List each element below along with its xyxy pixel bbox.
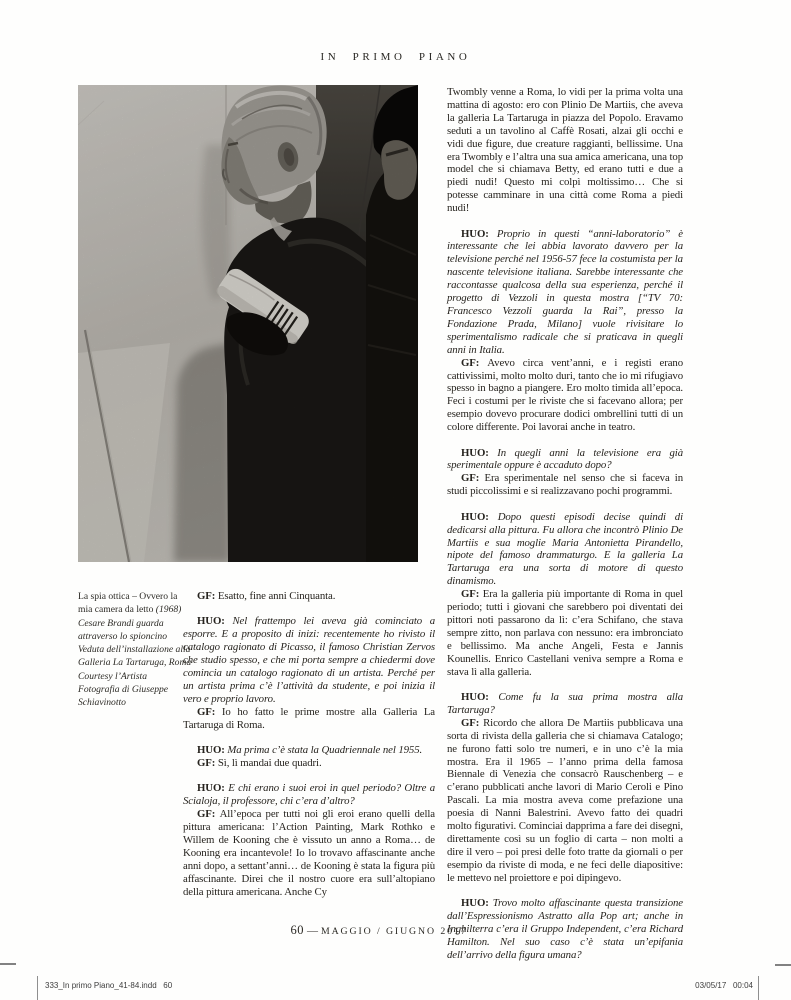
interview-paragraph: HUO: Proprio in questi “anni-laboratorio” è interessante che lei abbia lavorato davvero per la televisione perché nel 1956-57 fece la costumista per la nascente televisione italiana. Sarebbe interessante che raccontasse qualcosa della sua esperienza, perché il progetto di Vezzoli in questa mostra [“TV 70: Francesco Vezzoli guarda la Rai”, presso la Fondazione Prada, Milano] vuole rivisitare lo sperimentalismo radicale che si praticava in quegli anni in Italia.	[447, 227, 683, 356]
speaker-label: HUO:	[461, 690, 499, 703]
speaker-label: GF:	[461, 588, 483, 601]
speaker-label: GF:	[197, 756, 218, 769]
interview-paragraph: GF: Ricordo che allora De Martiis pubblicava una sorta di rivista della galleria che si chiamava Catalogo; ne furono fatti solo tre numeri, e in uno c’è la mia mostra. Era il 1965 – l’anno prima della famosa Biennale di Venezia che consacrò Rauschenberg – e c’erano pubblicati anche lavori di Mario Ceroli e Pino Pascali. La mia mostra aveva come prefazione una poesia di Nanni Balestrini. Avevo fatto dei quadri molto figurativi. Cominciai dapprima a fare dei disegni, direttamente così su un foglio di carta – non molti a dire il vero – poi presi delle foto tratte da giornali o per esempio da riviste di moda, e ne feci delle diapositive: le mettevo nel proiettore e poi dipingevo.	[447, 716, 683, 884]
caption-line	[78, 683, 192, 710]
caption-text: La spia ottica – Ovvero la mia camera da letto	[78, 591, 178, 616]
text-column-right	[447, 86, 683, 962]
interview-paragraph: HUO: In quegli anni la televisione era già sperimentale oppure è accaduto dopo?	[447, 446, 683, 472]
interview-paragraph: HUO: Ma prima c’è stata la Quadriennale nel 1955.	[197, 744, 423, 757]
caption-line	[78, 590, 192, 617]
interview-paragraph: GF: Avevo circa vent’anni, e i registi erano cattivissimi, molto molto duri, tanto che io mi rifugiavo spesso in bagno a piangere. Ero molto timida all’epoca. Feci i costumi per le riviste che si facevano allora; per esempio dovevo procurare dodici ombrellini tutti di un colore differente. Poi lavorai anche in teatro.	[447, 356, 683, 434]
speaker-label: HUO:	[461, 446, 498, 459]
caption-text: Courtesy l’Artista	[78, 670, 148, 682]
print-registration-line-right	[758, 976, 759, 1000]
speaker-label: GF:	[197, 705, 222, 718]
print-timestamp: 03/05/17 00:04	[695, 981, 753, 990]
speaker-label: HUO:	[197, 782, 229, 795]
interview-paragraph: Twombly venne a Roma, lo vidi per la prima volta una mattina di agosto: ero con Plinio De Martiis, che aveva la galleria La Tartaruga in piazza del Popolo. Eravamo seduti a un tavolino al Caffè Rosati, alzai gli occhi e vidi due figure, due creature raggianti, bellissime. Una era Twombly e l’altra una sua amica americana, una top model che si chiamava Betty, ed erano tutti e due a piedi nudi! Questo mi colpì moltissimo… Che si potesse camminare in una città come Roma a piedi nudi!	[447, 86, 683, 215]
speaker-label: HUO:	[461, 227, 497, 240]
print-registration-line-left	[37, 976, 38, 1000]
speaker-label: HUO:	[197, 615, 233, 628]
speaker-label: HUO:	[461, 510, 498, 523]
crop-mark-right	[775, 964, 791, 966]
speaker-label: GF:	[461, 716, 484, 729]
issue-date: MAGGIO / GIUGNO 2017	[320, 926, 468, 937]
footer-dash: —	[306, 925, 318, 937]
text-column-middle	[183, 590, 435, 899]
interview-paragraph: GF: Sì, lì mandai due quadri.	[197, 756, 322, 769]
caption-text: Veduta dell’installazione alla Galleria La Tartaruga, Roma	[78, 644, 192, 669]
speaker-label: GF:	[197, 590, 218, 602]
caption-text: Fotografia di Giuseppe Schiavinotto	[78, 684, 169, 709]
interview-paragraph: GF: Esatto, fine anni Cinquanta.	[197, 590, 336, 602]
caption-text: (1968)	[155, 604, 182, 616]
print-slug: 333_In primo Piano_41-84.indd 60	[45, 981, 173, 990]
interview-paragraph: GF: All’epoca per tutti noi gli eroi erano quelli della pittura americana: l’Action Painting, Mark Rothko e Willem de Kooning che è vissuto un anno a Roma… de Kooning era incantevole! Io lo trovavo affascinante anche anni dopo, a settant’anni… de Kooning è stata la figura più affascinante. Direi che il nostro cuore era sull’altopiano della pittura americana. Anche Cy	[183, 808, 435, 898]
interview-paragraph: HUO: Trovo molto affascinante questa transizione dall’Espressionismo Astratto alla Pop art; anche in Inghilterra c’era il Gruppo Independent, c’era Richard Hamilton. Nel suo caso c’è stata un’epifania dell’arrivo della figura umana?	[447, 897, 683, 961]
interview-paragraph: GF: Era sperimentale nel senso che si faceva in studi piccolissimi e si realizzavano pochi programmi.	[447, 472, 684, 498]
interview-paragraph: HUO: Nel frattempo lei aveva già cominciato a esporre. E a proposito di inizi: recentemente ho rivisto il catalogo ragionato di Picasso, il famoso Christian Zervos che studio spesso, e che mi porta sempre a chiedermi dove comincia un catalogo ragionato di un artista. Perché per un artista prima c’è l’attività da studente, e poi inizia il vero e proprio lavoro.	[183, 615, 436, 705]
caption-text: Cesare Brandi guarda attraverso lo spioncino	[78, 617, 168, 642]
caption-line	[78, 643, 192, 670]
page-number: 60	[290, 923, 304, 937]
speaker-label: GF:	[197, 808, 220, 821]
speaker-label: HUO:	[197, 744, 228, 757]
speaker-label: HUO:	[461, 897, 493, 910]
interview-paragraph: GF: Era la galleria più importante di Roma in quel periodo; tutti i giovani che sarebbero poi diventati dei pittori noti passarono da lì: c’era Schifano, che stava sempre zitto, non parlava con nessuno: era imbronciato e bellissimo. Ma anche Angeli, Festa e Jannis Kounellis. Enrico Castellani veniva sempre a Roma e stava lì alla galleria.	[447, 588, 684, 678]
caption-line	[78, 617, 192, 644]
page-footer	[78, 921, 680, 939]
photo-caption	[78, 590, 192, 710]
photo-artwork	[78, 85, 418, 562]
crop-mark-left	[0, 963, 16, 965]
caption-line	[78, 670, 192, 683]
interview-paragraph: HUO: E chi erano i suoi eroi in quel periodo? Oltre a Scialoja, il professore, chi c’era d’altro?	[183, 782, 436, 808]
film-grain	[78, 85, 418, 562]
interview-paragraph: GF: Io ho fatto le prime mostre alla Galleria La Tartaruga di Roma.	[183, 705, 436, 731]
running-head: IN PRIMO PIANO	[320, 51, 471, 63]
installation-photo	[78, 85, 418, 562]
interview-paragraph: HUO: Come fu la sua prima mostra alla Tartaruga?	[447, 690, 684, 716]
speaker-label: GF:	[461, 356, 488, 369]
interview-paragraph: HUO: Dopo questi episodi decise quindi di dedicarsi alla pittura. Fu allora che incontrò Plinio De Martiis e sua moglie Maria Antonietta Pirandello, nipote del famoso drammaturgo. E la galleria La Tartaruga era una sorta di motore di questo dinamismo.	[447, 510, 683, 588]
speaker-label: GF:	[461, 472, 485, 485]
